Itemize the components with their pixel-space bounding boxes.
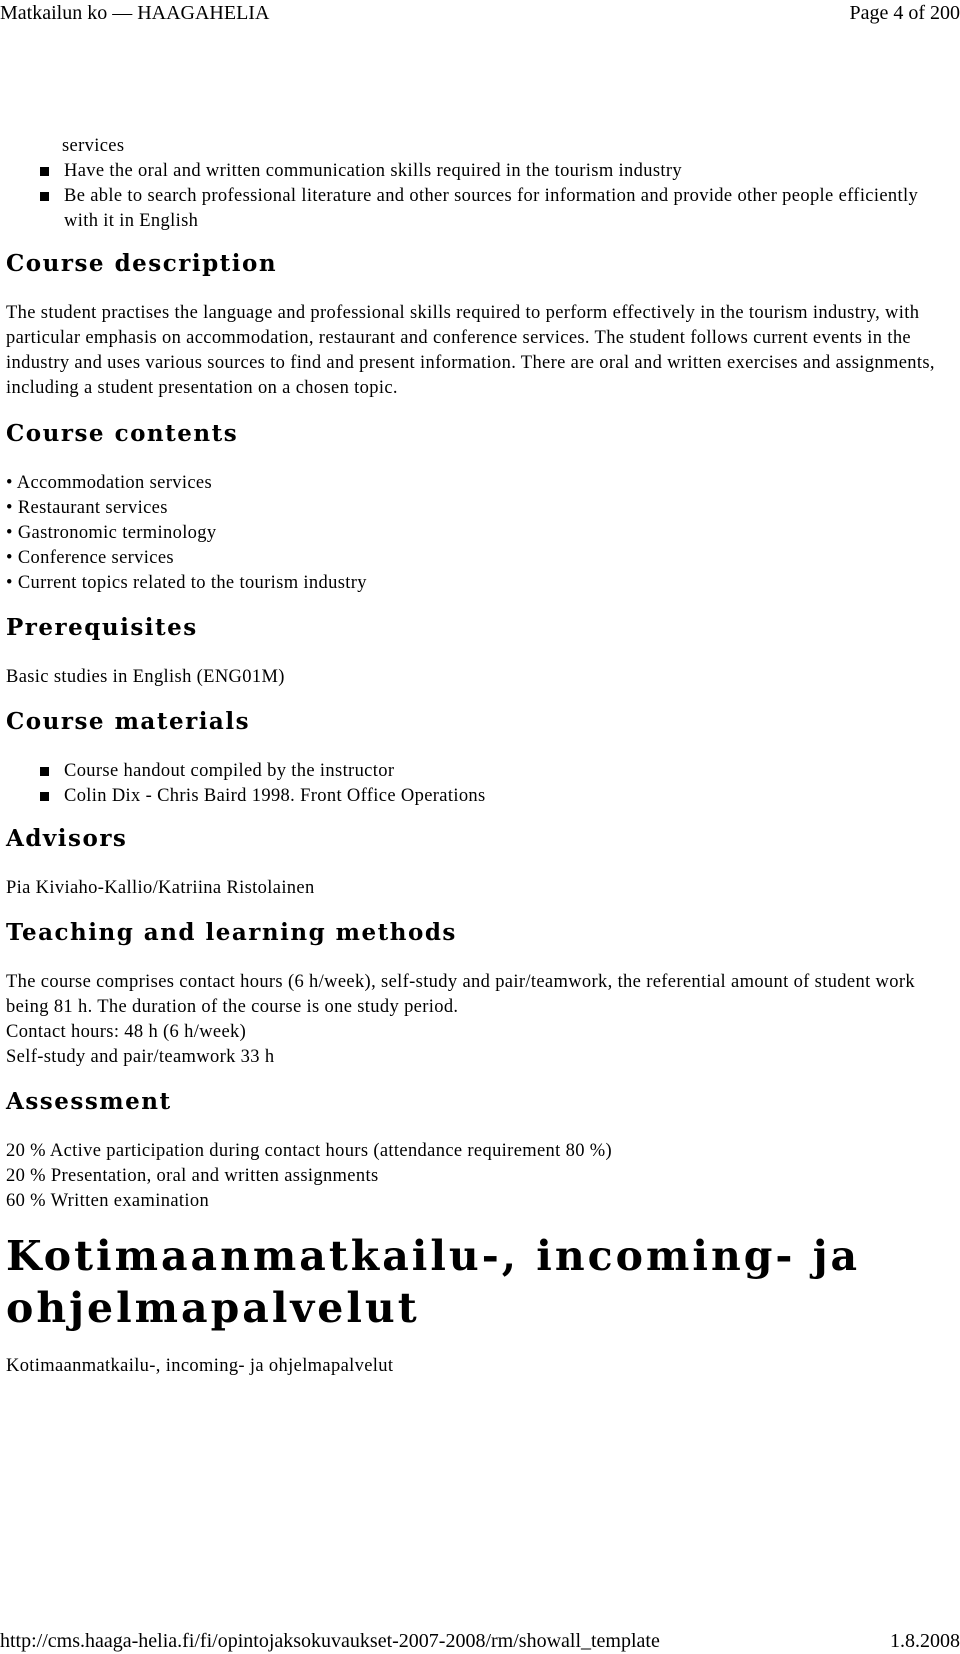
list-item: • Current topics related to the tourism industry bbox=[6, 571, 946, 596]
assessment-text bbox=[6, 1139, 946, 1214]
course-description-text: The student practises the language and professional skills required to perform effectively in the tourism industry, with particular emphasis on accommodation, restaurant and conference services. The student follows current events in the industry and uses various sources to find and present information. There are oral and written exercises and assignments, including a student presentation on a chosen topic. bbox=[6, 303, 935, 398]
advisors-text: Pia Kiviaho-Kallio/Katriina Ristolainen bbox=[6, 878, 315, 898]
section-heading-teaching: Teaching and learning methods bbox=[6, 919, 457, 946]
source-url: http://cms.haaga-helia.fi/fi/opintojaksokuvaukset-2007-2008/rm/showall_template bbox=[0, 1630, 660, 1652]
objectives-list bbox=[6, 159, 946, 234]
document-title: Matkailun ko — HAAGAHELIA bbox=[0, 2, 270, 24]
paragraph: Self-study and pair/teamwork 33 h bbox=[6, 1047, 275, 1067]
paragraph: 60 % Written examination bbox=[6, 1191, 210, 1211]
list-item: • Gastronomic terminology bbox=[6, 521, 946, 546]
paragraph: Contact hours: 48 h (6 h/week) bbox=[6, 1022, 247, 1042]
list-item: Have the oral and written communication skills required in the tourism industry bbox=[64, 159, 946, 184]
list-item: • Accommodation services bbox=[6, 471, 946, 496]
section-heading-course-description: Course description bbox=[6, 250, 278, 277]
paragraph: The course comprises contact hours (6 h/week), self-study and pair/teamwork, the referential amount of student work being 81 h. The duration of the course is one study period. bbox=[6, 972, 915, 1017]
continued-text: services bbox=[62, 136, 125, 156]
list-item: • Restaurant services bbox=[6, 496, 946, 521]
course-materials-list bbox=[6, 759, 946, 809]
section-heading-course-contents: Course contents bbox=[6, 420, 239, 447]
teaching-text bbox=[6, 970, 946, 1070]
course-subtitle: Kotimaanmatkailu-, incoming- ja ohjelmapalvelut bbox=[6, 1356, 394, 1376]
list-item: Course handout compiled by the instructor bbox=[64, 759, 946, 784]
section-heading-prerequisites: Prerequisites bbox=[6, 614, 198, 641]
section-heading-assessment: Assessment bbox=[6, 1088, 172, 1115]
section-heading-course-materials: Course materials bbox=[6, 708, 251, 735]
page-number: Page 4 of 200 bbox=[849, 2, 960, 24]
course-title: Kotimaanmatkailu-, incoming- ja ohjelmapalvelut bbox=[6, 1232, 861, 1332]
page-header bbox=[0, 0, 960, 26]
page-footer bbox=[0, 1628, 960, 1654]
course-contents-list bbox=[6, 471, 946, 596]
paragraph: 20 % Presentation, oral and written assignments bbox=[6, 1166, 379, 1186]
list-item: Be able to search professional literature and other sources for information and provide other people efficiently with it in English bbox=[64, 184, 946, 234]
prerequisites-text: Basic studies in English (ENG01M) bbox=[6, 667, 285, 687]
paragraph: 20 % Active participation during contact hours (attendance requirement 80 %) bbox=[6, 1141, 613, 1161]
list-item: Colin Dix - Chris Baird 1998. Front Office Operations bbox=[64, 784, 946, 809]
print-date: 1.8.2008 bbox=[890, 1630, 960, 1652]
list-item: • Conference services bbox=[6, 546, 946, 571]
document-body bbox=[6, 134, 946, 1379]
section-heading-advisors: Advisors bbox=[6, 825, 128, 852]
